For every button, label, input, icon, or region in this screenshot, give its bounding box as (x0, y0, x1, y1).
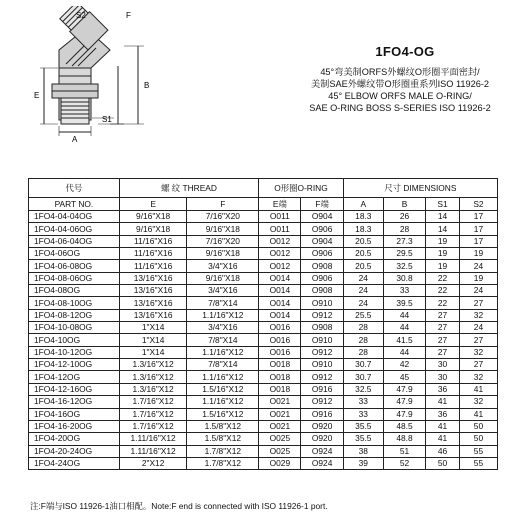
header-row-1 (29, 179, 498, 198)
table-row (29, 260, 498, 272)
table-row (29, 371, 498, 383)
table-cell: 13/16"X16 (119, 285, 187, 297)
table-cell: 27 (426, 334, 460, 346)
table-cell: 3/4"X16 (187, 260, 259, 272)
header-a: A (343, 198, 383, 211)
table-cell: 1.1/16"X12 (187, 371, 259, 383)
table-cell: 27 (459, 297, 497, 309)
table-cell: 55 (459, 445, 497, 457)
table-cell: 25.5 (343, 309, 383, 321)
table-cell: O011 (259, 223, 301, 235)
table-cell: O910 (301, 297, 343, 309)
table-cell: 32 (459, 396, 497, 408)
table-row (29, 420, 498, 432)
table-cell: 17 (459, 223, 497, 235)
part-number-cell: 1FO4-06-04OG (29, 235, 120, 247)
table-cell: O016 (259, 346, 301, 358)
table-cell: O021 (259, 396, 301, 408)
part-number-cell: 1FO4-10OG (29, 334, 120, 346)
subtitle-line-3: 45° ELBOW ORFS MALE O-RING/ (328, 91, 472, 101)
table-row (29, 248, 498, 260)
header-s2: S2 (459, 198, 497, 211)
table-cell: 1.7/16"X12 (119, 396, 187, 408)
table-cell: 30.8 (383, 272, 425, 284)
table-cell: 9/16"X18 (119, 223, 187, 235)
table-cell: 7/8"X14 (187, 359, 259, 371)
part-number-cell: 1FO4-24OG (29, 457, 120, 469)
table-cell: 22 (426, 272, 460, 284)
table-cell: 7/8"X14 (187, 297, 259, 309)
table-cell: 41 (459, 383, 497, 395)
part-number-cell: 1FO4-16-20OG (29, 420, 120, 432)
part-number-cell: 1FO4-08-06OG (29, 272, 120, 284)
part-number-cell: 1FO4-06-08OG (29, 260, 120, 272)
subtitle-line-1: 45°弯美制ORFS外螺纹O形圈平面密封/ (320, 67, 480, 77)
header-dimensions: 尺寸 DIMENSIONS (343, 179, 497, 198)
table-cell: O014 (259, 285, 301, 297)
table-cell: 24 (459, 260, 497, 272)
table-cell: 1.3/16"X12 (119, 371, 187, 383)
table-cell: O014 (259, 297, 301, 309)
product-title: 1FO4-OG (375, 44, 435, 59)
table-cell: 7/16"X20 (187, 235, 259, 247)
table-cell: O916 (301, 383, 343, 395)
table-cell: 27 (459, 334, 497, 346)
table-cell: 1.11/16"X12 (119, 445, 187, 457)
table-cell: 1.3/16"X12 (119, 359, 187, 371)
subtitle-line-2: 美制SAE外螺纹带O形圈重系列ISO 11926-2 (310, 79, 489, 89)
table-cell: 50 (426, 457, 460, 469)
table-cell: 39 (343, 457, 383, 469)
table-cell: 18.3 (343, 223, 383, 235)
table-cell: 41 (426, 433, 460, 445)
part-number-cell: 1FO4-10-08OG (29, 322, 120, 334)
table-cell: 28 (343, 346, 383, 358)
table-cell: 14 (426, 211, 460, 223)
table-cell: O924 (301, 445, 343, 457)
table-cell: 1.5/16"X12 (187, 408, 259, 420)
table-cell: O904 (301, 211, 343, 223)
table-cell: 1.11/16"X12 (119, 433, 187, 445)
table-row (29, 334, 498, 346)
table-cell: 35.5 (343, 433, 383, 445)
table-cell: 32.5 (343, 383, 383, 395)
part-number-cell: 1FO4-12-16OG (29, 383, 120, 395)
table-row (29, 272, 498, 284)
table-cell: 27 (426, 346, 460, 358)
table-row (29, 359, 498, 371)
table-cell: 3/4"X16 (187, 285, 259, 297)
table-cell: 17 (459, 211, 497, 223)
table-cell: 41 (459, 408, 497, 420)
table-cell: 20.5 (343, 248, 383, 260)
table-cell: 1"X14 (119, 334, 187, 346)
table-cell: 35.5 (343, 420, 383, 432)
table-cell: O025 (259, 433, 301, 445)
table-cell: O924 (301, 457, 343, 469)
table-cell: 30.7 (343, 371, 383, 383)
table-cell: 47.9 (383, 383, 425, 395)
table-cell: 33 (343, 408, 383, 420)
label-a: A (72, 135, 78, 144)
table-cell: 1.1/16"X12 (187, 309, 259, 321)
part-number-cell: 1FO4-04-06OG (29, 223, 120, 235)
part-number-cell: 1FO4-08-10OG (29, 297, 120, 309)
header-row-2 (29, 198, 498, 211)
table-cell: 32 (459, 346, 497, 358)
table-cell: 30 (426, 359, 460, 371)
table-cell: 11/16"X16 (119, 260, 187, 272)
table-row (29, 383, 498, 395)
table-cell: 28 (343, 322, 383, 334)
table-cell: O011 (259, 211, 301, 223)
table-cell: 2"X12 (119, 457, 187, 469)
part-number-cell: 1FO4-20OG (29, 433, 120, 445)
table-cell: 19 (459, 272, 497, 284)
table-cell: 47.9 (383, 396, 425, 408)
table-cell: 29.5 (383, 248, 425, 260)
table-cell: 44 (383, 322, 425, 334)
table-cell: 1.7/8"X12 (187, 445, 259, 457)
table-cell: 41.5 (383, 334, 425, 346)
table-cell: 42 (383, 359, 425, 371)
table-cell: 27 (426, 309, 460, 321)
table-body (29, 211, 498, 470)
table-cell: 22 (426, 297, 460, 309)
table-cell: 1.3/16"X12 (119, 383, 187, 395)
table-cell: 1.5/8"X12 (187, 433, 259, 445)
table-cell: 20.5 (343, 260, 383, 272)
table-cell: O912 (301, 371, 343, 383)
table-cell: 11/16"X16 (119, 248, 187, 260)
table-cell: 27 (426, 322, 460, 334)
table-cell: 9/16"X18 (119, 211, 187, 223)
table-cell: O920 (301, 420, 343, 432)
table-cell: 45 (383, 371, 425, 383)
table-cell: 44 (383, 309, 425, 321)
table-cell: 36 (426, 408, 460, 420)
table-cell: 30.7 (343, 359, 383, 371)
table-cell: O912 (301, 396, 343, 408)
table-cell: O018 (259, 383, 301, 395)
table-cell: 13/16"X16 (119, 309, 187, 321)
table-cell: 24 (459, 285, 497, 297)
table-cell: O021 (259, 408, 301, 420)
table-cell: 33 (383, 285, 425, 297)
table-row (29, 408, 498, 420)
table-cell: 1.5/8"X12 (187, 420, 259, 432)
table-cell: O908 (301, 260, 343, 272)
fitting-drawing (14, 6, 234, 166)
header-thread: 螺 纹 THREAD (119, 179, 258, 198)
table-cell: 11/16"X16 (119, 235, 187, 247)
table-cell: O906 (301, 223, 343, 235)
header-e: E (119, 198, 187, 211)
table-cell: 24 (343, 297, 383, 309)
part-number-cell: 1FO4-06OG (29, 248, 120, 260)
table-cell: O012 (259, 260, 301, 272)
label-e: E (34, 91, 40, 100)
table-cell: 13/16"X16 (119, 297, 187, 309)
part-number-cell: 1FO4-08OG (29, 285, 120, 297)
table-cell: O018 (259, 371, 301, 383)
table-row (29, 235, 498, 247)
table-cell: 52 (383, 457, 425, 469)
header-e-end: E端 (259, 198, 301, 211)
label-f: F (126, 11, 131, 20)
table-cell: 27.3 (383, 235, 425, 247)
table-cell: 32.5 (383, 260, 425, 272)
table-cell: 17 (459, 235, 497, 247)
table-cell: 51 (383, 445, 425, 457)
table-cell: 19 (459, 248, 497, 260)
table-row (29, 223, 498, 235)
table-cell: 1.7/16"X12 (119, 408, 187, 420)
table-row (29, 457, 498, 469)
subtitle-line-4: SAE O-RING BOSS S-SERIES ISO 11926-2 (309, 103, 491, 113)
table-cell: 7/16"X20 (187, 211, 259, 223)
footnote: 注:F端与ISO 11926-1油口相配。Note:F end is connected with ISO 11926-1 port. (30, 501, 328, 511)
table-cell: 19 (426, 248, 460, 260)
table-cell: 20.5 (343, 235, 383, 247)
table-cell: O021 (259, 420, 301, 432)
table-cell: O908 (301, 285, 343, 297)
table-row (29, 211, 498, 223)
table-cell: 13/16"X16 (119, 272, 187, 284)
dimensions-table (28, 178, 498, 470)
table-cell: 9/16"X18 (187, 248, 259, 260)
table-cell: O025 (259, 445, 301, 457)
table-cell: 36 (426, 383, 460, 395)
table-cell: 38 (343, 445, 383, 457)
table-cell: 30 (426, 371, 460, 383)
table-cell: 1"X14 (119, 322, 187, 334)
table-cell: 1.7/8"X12 (187, 457, 259, 469)
table-cell: O012 (259, 235, 301, 247)
table-cell: 22 (426, 285, 460, 297)
table-cell: 32 (459, 371, 497, 383)
table-cell: O018 (259, 359, 301, 371)
table-cell: 24 (343, 285, 383, 297)
header-s1: S1 (426, 198, 460, 211)
part-number-cell: 1FO4-10-12OG (29, 346, 120, 358)
table-cell: 28 (343, 334, 383, 346)
table-row (29, 285, 498, 297)
table-cell: O014 (259, 309, 301, 321)
table-cell: 33 (343, 396, 383, 408)
table-cell: O016 (259, 334, 301, 346)
table-cell: 47.9 (383, 408, 425, 420)
table-cell: 9/16"X18 (187, 223, 259, 235)
table-cell: 32 (459, 309, 497, 321)
table-cell: 46 (426, 445, 460, 457)
table-cell: O012 (259, 248, 301, 260)
table-cell: 26 (383, 211, 425, 223)
table-cell: O906 (301, 272, 343, 284)
label-s1: S1 (102, 115, 112, 124)
table-cell: O016 (259, 322, 301, 334)
header-code: 代号 (29, 179, 120, 198)
table-cell: 1.7/16"X12 (119, 420, 187, 432)
table-cell: 44 (383, 346, 425, 358)
table-cell: 24 (343, 272, 383, 284)
table-cell: O916 (301, 408, 343, 420)
table-cell: 39.5 (383, 297, 425, 309)
table-cell: 19 (426, 235, 460, 247)
part-number-cell: 1FO4-20-24OG (29, 445, 120, 457)
table-row (29, 396, 498, 408)
table-row (29, 309, 498, 321)
table-cell: 27 (459, 359, 497, 371)
table-cell: O029 (259, 457, 301, 469)
table-cell: 7/8"X14 (187, 334, 259, 346)
table-cell: 1.1/16"X12 (187, 346, 259, 358)
table-cell: 24 (459, 322, 497, 334)
table-cell: O920 (301, 433, 343, 445)
table-cell: 50 (459, 433, 497, 445)
header-oring: O形圈O-RING (259, 179, 344, 198)
table-cell: 19 (426, 260, 460, 272)
label-s2: S2 (76, 11, 86, 20)
header-f-end: F端 (301, 198, 343, 211)
table-cell: 1.1/16"X12 (187, 396, 259, 408)
header-f: F (187, 198, 259, 211)
table-cell: O906 (301, 248, 343, 260)
table-cell: 48.5 (383, 420, 425, 432)
table-row (29, 346, 498, 358)
table-cell: 1.5/16"X12 (187, 383, 259, 395)
table-row (29, 297, 498, 309)
label-b: B (144, 81, 150, 90)
header-part-no: PART NO. (29, 198, 120, 211)
part-number-cell: 1FO4-16-12OG (29, 396, 120, 408)
table-cell: O912 (301, 309, 343, 321)
table-cell: O910 (301, 359, 343, 371)
part-number-cell: 1FO4-12OG (29, 371, 120, 383)
table-cell: 14 (426, 223, 460, 235)
table-row (29, 322, 498, 334)
table-cell: 28 (383, 223, 425, 235)
table-cell: 55 (459, 457, 497, 469)
part-number-cell: 1FO4-16OG (29, 408, 120, 420)
table-cell: O910 (301, 334, 343, 346)
table-cell: O908 (301, 322, 343, 334)
table-cell: 18.3 (343, 211, 383, 223)
table-row (29, 433, 498, 445)
table-cell: 1"X14 (119, 346, 187, 358)
table-cell: O014 (259, 272, 301, 284)
part-number-cell: 1FO4-08-12OG (29, 309, 120, 321)
table-cell: 50 (459, 420, 497, 432)
header-b: B (383, 198, 425, 211)
table-cell: 41 (426, 396, 460, 408)
table-cell: 48.8 (383, 433, 425, 445)
part-number-cell: 1FO4-04-04OG (29, 211, 120, 223)
table-cell: O904 (301, 235, 343, 247)
table-cell: 3/4"X16 (187, 322, 259, 334)
table-cell: 41 (426, 420, 460, 432)
part-number-cell: 1FO4-12-10OG (29, 359, 120, 371)
table-cell: 9/16"X18 (187, 272, 259, 284)
table-row (29, 445, 498, 457)
table-cell: O912 (301, 346, 343, 358)
